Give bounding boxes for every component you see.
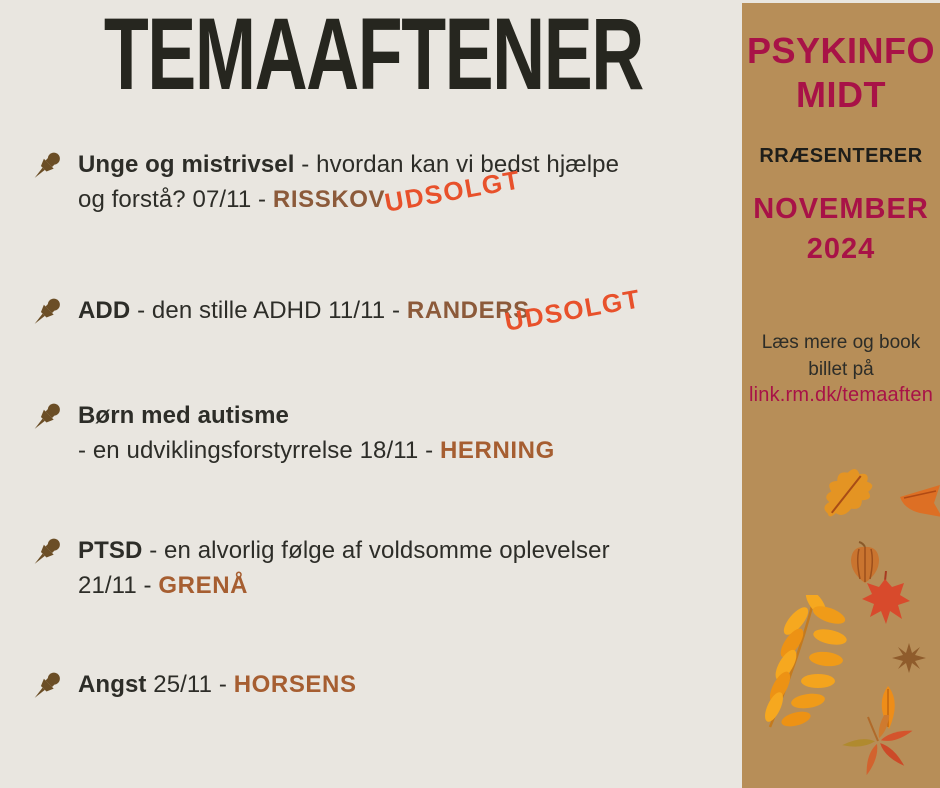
event-desc-2: og forstå? 07/11 -	[78, 186, 273, 213]
event-text	[78, 293, 530, 331]
pushpin-icon	[28, 147, 65, 185]
pushpin-icon	[28, 293, 65, 331]
event-topic: PTSD	[78, 537, 143, 564]
month-label: NOVEMBER	[753, 193, 929, 225]
pushpin-icon	[28, 667, 65, 705]
event-desc: 25/11 -	[146, 671, 234, 698]
event-text	[78, 533, 610, 603]
event-topic: Angst	[78, 671, 147, 698]
poster-title: TEMAAFTENER	[103, 0, 643, 111]
star-anise-image	[892, 643, 926, 678]
event-text	[78, 667, 357, 705]
pushpin-icon	[28, 533, 65, 571]
maple-leaf-image	[860, 571, 912, 630]
event-location: GRENÅ	[158, 572, 249, 599]
info-line-2: billet på	[808, 359, 874, 380]
soldout-badge: UDSOLGT	[382, 164, 524, 218]
event-desc-2: - en udviklingsforstyrrelse 18/11 -	[78, 437, 440, 464]
event-location: HORSENS	[233, 671, 357, 698]
creeper-leaf-image	[834, 715, 924, 788]
event-item-born-med-autisme	[28, 398, 708, 468]
event-topic: Børn med autisme	[78, 402, 289, 429]
oak-leaf-image	[818, 465, 880, 528]
autumn-edge-leaf-image	[894, 483, 940, 528]
presents-label: RRÆSENTERER	[759, 145, 923, 167]
event-topic: ADD	[78, 297, 131, 324]
booking-info	[742, 329, 940, 383]
event-text	[78, 147, 619, 217]
event-location: HERNING	[439, 437, 555, 464]
brand-name	[742, 29, 940, 117]
year-label: 2024	[806, 233, 876, 265]
event-desc-2: 21/11 -	[78, 572, 159, 599]
event-item-unge-og-mistrivsel	[28, 147, 708, 217]
event-item-ptsd	[28, 533, 708, 603]
sidebar-panel	[742, 3, 940, 788]
pushpin-icon	[28, 398, 65, 436]
event-item-angst	[28, 667, 708, 705]
event-location: RANDERS	[406, 297, 530, 324]
brand-line-1: PSYKINFO	[746, 30, 936, 71]
info-line-1: Læs mere og book	[761, 332, 921, 353]
event-location: RISSKOV	[272, 186, 386, 213]
month-year	[742, 189, 940, 269]
event-text	[78, 398, 555, 468]
booking-url: link.rm.dk/temaaften	[748, 384, 934, 406]
event-desc: - en alvorlig følge af voldsomme oplevelser	[142, 537, 610, 564]
event-topic: Unge og mistrivsel	[78, 151, 295, 178]
event-desc: - hvordan kan vi bedst hjælpe	[294, 151, 620, 178]
soldout-badge: UDSOLGT	[502, 283, 644, 337]
event-desc: - den stille ADHD 11/11 -	[130, 297, 407, 324]
brand-line-2: MIDT	[796, 74, 886, 115]
